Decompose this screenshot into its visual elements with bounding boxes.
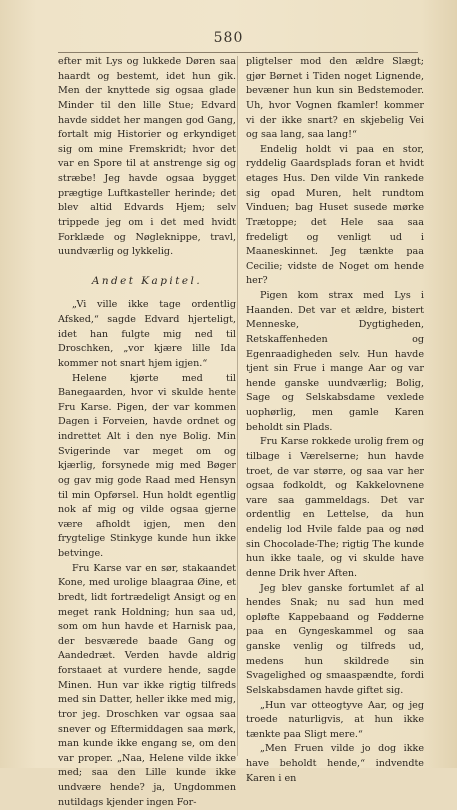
left-column: [58, 55, 236, 810]
paragraph: efter mit Lys og lukkede Døren saa haardt og bestemt, idet hun gik. Men der knyttede sig ogsaa glade Minder til den lille Stue; Edvard havde siddet her mangen god Gang, fortalt mig Historier og erkyndiget sig om mine Fremskridt; hvor det var en Spore til at anstrenge sig og stræbe! Jeg havde ogsaa bygget prægtige Luftkasteller herinde; det blev altid Edvards Hjem; selv trippede jeg om i det med hvidt Forklæde og Nøgleknippe, travl, uundværlig og lykkelig.: [58, 56, 236, 258]
paragraph: „Men Fruen vilde jo dog ikke have beholdt hende,“ indvendte Karen i en: [246, 743, 424, 784]
paragraph: Fru Karse var en sør, stakaandet Kone, med urolige blaagraa Øine, et bredt, lidt fortrædeligt Ansigt og en meget rank Holdning; hun saa ud, som om hun havde et Harnisk paa, der besværede baade Gang og Aandedræt. Verden havde aldrig forstaaet at vurdere hende, sagde Minen. Hun var ikke rigtig tilfreds med sin Datter, heller ikke med mig, tror jeg. Droschken var ogsaa saa snever og Eftermiddagen saa mørk, man kunde ikke engang se, om den var proper. „Naa, Helene vilde ikke med; saa den Lille kunde ikke undvære hende? ja, Ungdommen nutildags kjender ingen For-: [58, 562, 236, 808]
paragraph: Pigen kom strax med Lys i Haanden. Det var et ældre, bistert Menneske, Dygtigheden, Retskaffenheden og Egenraadigheden selv. Hun havde tjent sin Frue i mange Aar og var hende ganske uundværlig; Bolig, Sage og Selskabsdame vexlede uophørlig, men gamle Karen beholdt sin Plads.: [246, 290, 424, 433]
column-divider: [237, 56, 238, 756]
paragraph: Endelig holdt vi paa en stor, ryddelig Gaardsplads foran et hvidt etages Hus. Den vilde Vin rankede sig opad Muren, helt rundtom Vinduen; bag Huset susede mørke Trætoppe; det Hele saa saa fredeligt og venligt ud i Maaneskinnet. Jeg tænkte paa Cecilie; vidste de Noget om hende her?: [246, 143, 424, 287]
paragraph: „Hun var otteogtyve Aar, og jeg troede naturligvis, at hun ikke tænkte paa Sligt mere.“: [246, 699, 424, 740]
chapter-heading: Andet Kapitel.: [91, 274, 203, 287]
paragraph: „Vi ville ikke tage ordentlig Afsked,“ sagde Edvard hjerteligt, idet han fulgte mig ned til Droschken, „vor kjære lille Ida kommer not snart hjem igjen.“: [58, 299, 236, 369]
paragraph: Jeg blev ganske fortumlet af al hendes Snak; nu sad hun med opløfte Kappebaand og Fødderne paa en Gyngeskammel og saa ganske venlig og tilfreds ud, medens hun skildrede sin Svagelighed og smaaspændte, fordi Selskabsdamen havde giftet sig.: [246, 582, 424, 696]
paragraph: Fru Karse rokkede urolig frem og tilbage i Værelserne; hun havde troet, de var større, og saa var her ogsaa fodkoldt, og Kakkelovnene vare saa gammeldags. Det var ordentlig en Lettelse, da hun endelig lod Hvile falde paa og nød sin Chocolade-The; rigtig The kunde hun ikke taale, og vi skulde have denne Drik hver Aften.: [246, 436, 424, 579]
page-number: 580: [213, 30, 244, 46]
right-column: [246, 55, 424, 786]
header-rule: [58, 52, 418, 53]
paragraph: Helene kjørte med til Banegaarden, hvor vi skulde hente Fru Karse. Pigen, der var kommen Dagen i Forveien, havde ordnet og indrettet Alt i den nye Bolig. Min Svigerinde var meget om og kjærlig, forsynede mig med Bøger og gav mig gode Raad med Hensyn til min Opførsel. Hun holdt egentlig nok af mig og vilde ogsaa gjerne være afholdt igjen, men den frygtelige Stinkyge kunde hun ikke betvinge.: [58, 372, 236, 559]
paragraph: pligtelser mod den ældre Slægt; gjør Børnet i Tiden noget Lignende, bevæner hun kun sin Bedstemoder. Uh, hvor Vognen fkamler! kommer vi der ikke snart? en skjebelig Vei og saa lang, saa lang!“: [246, 56, 424, 141]
